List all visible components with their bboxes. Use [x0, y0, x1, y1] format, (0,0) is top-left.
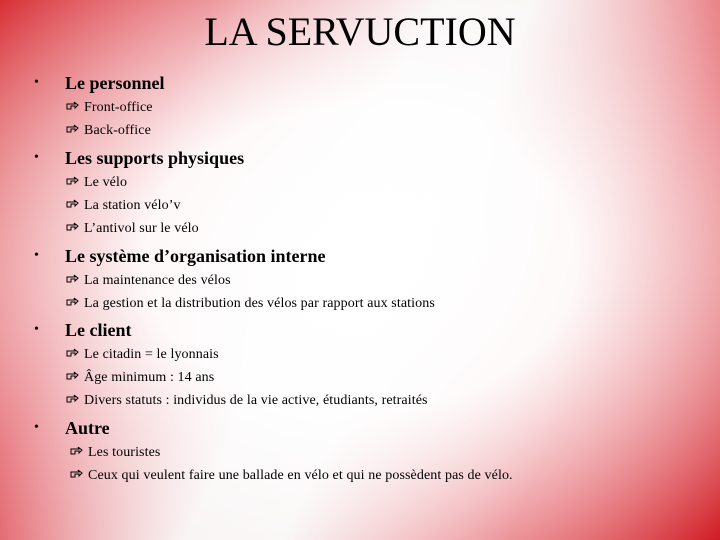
section-heading: Le système d’organisation interne [65, 246, 326, 266]
list-item: Divers statuts : individus de la vie active, étudiants, retraités [0, 393, 720, 416]
pointing-hand-icon [70, 446, 84, 456]
pointing-hand-icon [66, 297, 80, 307]
pointing-hand-icon [66, 199, 80, 209]
pointing-hand-icon [66, 274, 80, 284]
section-systeme-organisation [0, 246, 720, 319]
section-supports-physiques [0, 148, 720, 244]
bullet: • [34, 248, 39, 263]
section-heading: Le client [65, 320, 132, 340]
bullet: • [34, 322, 39, 337]
section-autre [0, 418, 720, 491]
pointing-hand-icon [66, 371, 80, 381]
list-item: Front-office [0, 100, 720, 123]
bullet: • [34, 150, 39, 165]
list-item: Back-office [0, 123, 720, 146]
pointing-hand-icon [66, 222, 80, 232]
list-item: La station vélo’v [0, 198, 720, 221]
section-heading: Le personnel [65, 73, 165, 93]
section-heading: Les supports physiques [65, 148, 245, 168]
list-item: Âge minimum : 14 ans [0, 370, 720, 393]
list-item: La maintenance des vélos [0, 273, 720, 296]
pointing-hand-icon [70, 469, 84, 479]
list-item: La gestion et la distribution des vélos par rapport aux stations [0, 296, 720, 319]
section-personnel [0, 73, 720, 146]
list-item: L’antivol sur le vélo [0, 221, 720, 244]
section-heading: Autre [65, 418, 110, 438]
pointing-hand-icon [66, 101, 80, 111]
section-client [0, 320, 720, 416]
list-item: Le vélo [0, 175, 720, 198]
list-item: Ceux qui veulent faire une ballade en vélo et qui ne possèdent pas de vélo. [0, 468, 720, 491]
slide-title: LA SERVUCTION [204, 9, 516, 54]
pointing-hand-icon [66, 394, 80, 404]
pointing-hand-icon [66, 348, 80, 358]
list-item: Le citadin = le lyonnais [0, 347, 720, 370]
list-item: Les touristes [0, 445, 720, 468]
bullet: • [34, 420, 39, 435]
pointing-hand-icon [66, 124, 80, 134]
bullet: • [34, 75, 39, 90]
pointing-hand-icon [66, 176, 80, 186]
